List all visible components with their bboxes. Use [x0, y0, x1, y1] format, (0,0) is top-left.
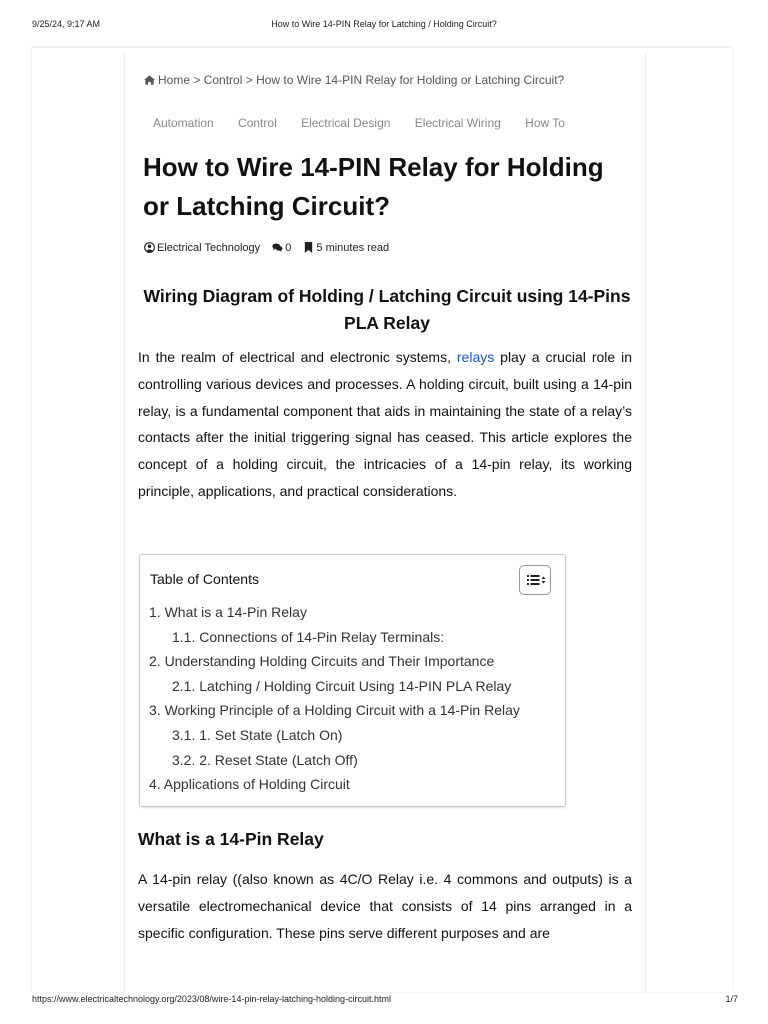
breadcrumb-home[interactable]: Home — [158, 73, 191, 87]
article-meta — [144, 242, 389, 254]
bookmark-icon — [303, 242, 314, 253]
print-footer — [0, 990, 768, 1024]
section-paragraph: A 14-pin relay ((also known as 4C/O Relay i.e. 4 commons and outputs) is a versatile electromechanical device that consists of 14 pins arranged in a specific configuration. These pins serve different purposes and are — [138, 871, 632, 941]
author-link[interactable]: Electrical Technology — [157, 242, 261, 254]
home-icon — [144, 75, 155, 85]
tag-automation[interactable]: Automation — [153, 116, 214, 130]
tag-control[interactable]: Control — [238, 116, 277, 130]
breadcrumb — [144, 73, 564, 87]
comments-icon — [272, 242, 283, 253]
toc-item[interactable]: 3.2. 2. Reset State (Latch Off) — [172, 751, 358, 768]
read-time: 5 minutes read — [316, 242, 390, 254]
user-circle-icon — [144, 242, 155, 253]
list-toggle-icon — [520, 566, 550, 594]
print-datetime: 9/25/24, 9:17 AM — [32, 19, 101, 29]
intro-paragraph: In the realm of electrical and electronic systems, relays play a crucial role in controlling various devices and processes. A holding circuit, built using a 14-pin relay, is a fundamental component that aids in maintaining the state of a relay’s contacts after the initial triggering signal has ceased. This article explores the concept of a holding circuit, the intricacies of a 14-pin relay, its working principle, applications, and practical considerations. — [138, 349, 632, 499]
table-of-contents — [139, 554, 566, 807]
page-number: 1/7 — [725, 994, 738, 1004]
breadcrumb-category[interactable]: Control — [203, 73, 243, 87]
breadcrumb-separator: > — [242, 73, 257, 87]
toc-item[interactable]: 3.1. 1. Set State (Latch On) — [172, 726, 343, 743]
article — [124, 52, 646, 992]
category-tags — [153, 116, 586, 130]
relays-link[interactable]: relays — [456, 349, 495, 365]
comment-count[interactable]: 0 — [285, 242, 292, 254]
breadcrumb-current: How to Wire 14-PIN Relay for Holding or Latching Circuit? — [256, 73, 565, 87]
section-heading: What is a 14-Pin Relay — [138, 829, 324, 849]
toc-item[interactable]: 2. Understanding Holding Circuits and Their Importance — [149, 653, 495, 670]
tag-electrical-wiring[interactable]: Electrical Wiring — [414, 116, 501, 130]
article-title: How to Wire 14-PIN Relay for Holding or Latching Circuit? — [143, 152, 604, 221]
toc-item[interactable]: 1. What is a 14-Pin Relay — [149, 604, 307, 620]
print-header — [0, 0, 768, 40]
tag-electrical-design[interactable]: Electrical Design — [301, 116, 391, 130]
toc-title: Table of Contents — [150, 571, 259, 587]
wiring-diagram-heading: Wiring Diagram of Holding / Latching Circuit using 14-Pins PLA Relay — [143, 286, 631, 333]
toc-list — [149, 600, 559, 797]
toc-item[interactable]: 2.1. Latching / Holding Circuit Using 14-PIN PLA Relay — [172, 677, 512, 694]
toc-item[interactable]: 4. Applications of Holding Circuit — [149, 776, 350, 793]
toc-toggle-button[interactable] — [519, 565, 551, 595]
toc-item[interactable]: 3. Working Principle of a Holding Circuit with a 14-Pin Relay — [149, 702, 520, 719]
print-url: https://www.electricaltechnology.org/2023/08/wire-14-pin-relay-latching-holding-circuit.html — [32, 994, 391, 1004]
toc-item[interactable]: 1.1. Connections of 14-Pin Relay Terminals: — [172, 628, 445, 645]
print-page-title: How to Wire 14-PIN Relay for Latching / Holding Circuit? — [271, 19, 497, 29]
tag-how-to[interactable]: How To — [525, 116, 565, 130]
breadcrumb-separator: > — [190, 73, 204, 87]
